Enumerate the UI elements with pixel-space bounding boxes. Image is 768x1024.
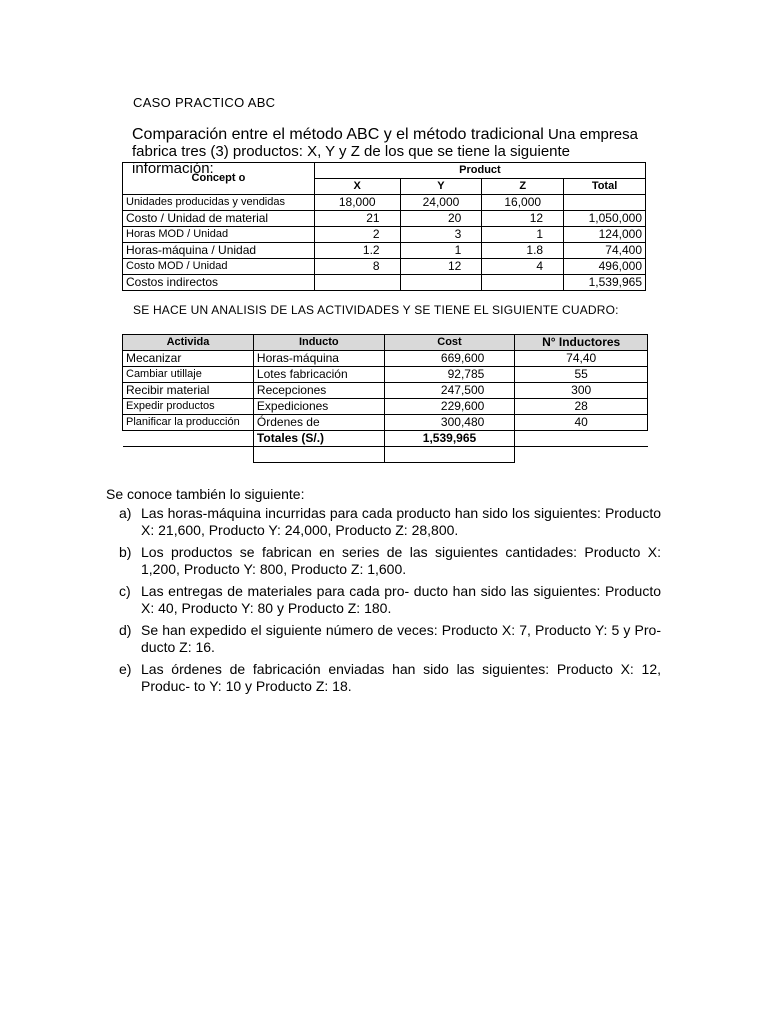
cell-x: 1.2: [314, 243, 400, 259]
cost-cell: 229,600: [384, 399, 515, 415]
cell-z: [482, 275, 564, 291]
count-cell: 28: [515, 399, 648, 415]
column-header: Activida: [123, 335, 254, 351]
list-text: Las órdenes de fabricación enviadas han sido las siguientes: Producto X: 12, Produc- to Y: 10 y Producto Z: 18.: [141, 661, 661, 694]
row-label: Costo MOD / Unidad: [123, 259, 315, 275]
table-row: [123, 259, 646, 275]
list-marker: e): [119, 661, 132, 677]
list-item: [119, 661, 661, 695]
product-info-table: [122, 162, 646, 291]
empty-cell: [123, 431, 254, 447]
column-header: Cost: [384, 335, 515, 351]
cell-total: 1,050,000: [564, 211, 646, 227]
table-row: [123, 383, 648, 399]
cell-y: [400, 275, 482, 291]
table-row: [123, 399, 648, 415]
cell-x: [314, 275, 400, 291]
list-marker: a): [119, 505, 132, 521]
list-text: Los productos se fabrican en series de las siguientes cantidades: Producto X: 1,200, Producto Y: 800, Producto Z: 1,600.: [141, 544, 661, 577]
intro-rest: Una empresa fabrica tres (3) productos: X, Y y Z de los que se tiene la siguiente información:: [132, 126, 638, 177]
product-header: Product: [314, 163, 645, 179]
cell-total: 1,539,965: [564, 275, 646, 291]
count-cell: 74,40: [515, 351, 648, 367]
column-header: Z: [482, 179, 564, 195]
cell-x: 18,000: [314, 195, 400, 211]
cell-y: 12: [400, 259, 482, 275]
empty-cell: [253, 447, 384, 463]
row-label: Horas-máquina / Unidad: [123, 243, 315, 259]
intro-lead: Comparación entre el método ABC y el método tradicional: [132, 126, 544, 143]
table-row: [123, 243, 646, 259]
empty-cell: [515, 447, 648, 463]
concept-header: Concept o: [123, 163, 315, 195]
cell-x: 2: [314, 227, 400, 243]
list-marker: d): [119, 622, 132, 638]
cell-y: 1: [400, 243, 482, 259]
list-item: [119, 544, 661, 578]
driver-cell: Expediciones: [253, 399, 384, 415]
driver-cell: Horas-máquina: [253, 351, 384, 367]
column-header: Total: [564, 179, 646, 195]
cell-z: 4: [482, 259, 564, 275]
list-item: [119, 583, 661, 617]
list-text: Las horas-máquina incurridas para cada producto han sido los siguientes: Producto X: 21,600, Producto Y: 24,000, Producto Z: 28,800.: [141, 505, 661, 538]
driver-cell: Recepciones: [253, 383, 384, 399]
count-cell: 300: [515, 383, 648, 399]
table-row: [123, 195, 646, 211]
cell-y: 3: [400, 227, 482, 243]
count-cell: 40: [515, 415, 648, 431]
list-marker: c): [119, 583, 131, 599]
column-header: Y: [400, 179, 482, 195]
cell-z: 12: [482, 211, 564, 227]
count-cell: 55: [515, 367, 648, 383]
activity-cell: Mecanizar: [123, 351, 254, 367]
cell-z: 1: [482, 227, 564, 243]
document-heading: CASO PRACTICO ABC: [133, 95, 276, 110]
cost-cell: 247,500: [384, 383, 515, 399]
cell-y: 24,000: [400, 195, 482, 211]
table-row: [123, 351, 648, 367]
driver-cell: Órdenes de: [253, 415, 384, 431]
empty-cell: [515, 431, 648, 447]
list-text: Las entregas de materiales para cada pro- ducto han sido las siguientes: Producto X: 40, Producto Y: 80 y Producto Z: 180.: [141, 583, 661, 616]
list-item: [119, 622, 661, 656]
totals-value: 1,539,965: [384, 431, 515, 447]
cell-z: 16,000: [482, 195, 564, 211]
empty-cell: [123, 447, 254, 463]
list-lead: Se conoce también lo siguiente:: [106, 486, 305, 502]
row-label: Unidades producidas y vendidas: [123, 195, 315, 211]
cell-y: 20: [400, 211, 482, 227]
activity-cell: Cambiar utillaje: [123, 367, 254, 383]
cost-cell: 669,600: [384, 351, 515, 367]
table-row: [123, 275, 646, 291]
cell-total: [564, 195, 646, 211]
row-label: Costos indirectos: [123, 275, 315, 291]
totals-row: [123, 431, 648, 447]
activity-cell: Planificar la producción: [123, 415, 254, 431]
table-row: [123, 447, 648, 463]
table-row: [123, 415, 648, 431]
cell-total: 74,400: [564, 243, 646, 259]
cell-x: 8: [314, 259, 400, 275]
driver-cell: Lotes fabricación: [253, 367, 384, 383]
column-header: X: [314, 179, 400, 195]
activity-cell: Recibir material: [123, 383, 254, 399]
empty-cell: [384, 447, 515, 463]
list-text: Se han expedido el siguiente número de veces: Producto X: 7, Producto Y: 5 y Pro- ducto Z: 16.: [141, 622, 661, 655]
cost-cell: 92,785: [384, 367, 515, 383]
cell-z: 1.8: [482, 243, 564, 259]
column-header: Inducto: [253, 335, 384, 351]
cell-x: 21: [314, 211, 400, 227]
table-row: [123, 367, 648, 383]
row-label: Horas MOD / Unidad: [123, 227, 315, 243]
cell-total: 496,000: [564, 259, 646, 275]
table-row: [123, 227, 646, 243]
facts-list: [119, 505, 661, 700]
cost-cell: 300,480: [384, 415, 515, 431]
column-header: N° Inductores: [515, 335, 648, 351]
table-row: [123, 211, 646, 227]
row-label: Costo / Unidad de material: [123, 211, 315, 227]
list-marker: b): [119, 544, 132, 560]
activities-table: [122, 334, 648, 463]
activities-subheading: SE HACE UN ANALISIS DE LAS ACTIVIDADES Y SE TIENE EL SIGUIENTE CUADRO:: [133, 303, 619, 317]
cell-total: 124,000: [564, 227, 646, 243]
list-item: [119, 505, 661, 539]
activity-cell: Expedir productos: [123, 399, 254, 415]
totals-label: Totales (S/.): [253, 431, 384, 447]
